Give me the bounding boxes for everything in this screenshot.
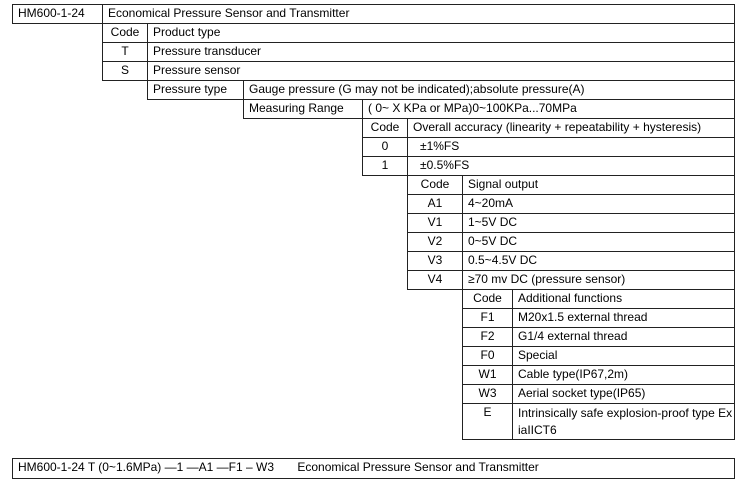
product-code-header: Code <box>102 23 148 43</box>
function-desc-F0: Special <box>512 346 735 366</box>
function-desc-W3: Aerial socket type(IP65) <box>512 384 735 404</box>
accuracy-code-0: 0 <box>362 137 408 157</box>
function-code-F1: F1 <box>462 308 513 328</box>
product-type-header: Product type <box>147 23 735 43</box>
signal-desc-V4: ≥70 mv DC (pressure sensor) <box>462 270 735 290</box>
function-desc-W1: Cable type(IP67,2m) <box>512 365 735 385</box>
function-desc-E: Intrinsically safe explosion-proof type Ex iaIICT6 <box>512 403 735 440</box>
signal-code-header: Code <box>407 175 463 195</box>
header-title-cell: Economical Pressure Sensor and Transmitter <box>102 4 735 24</box>
product-desc-T: Pressure transducer <box>147 42 735 62</box>
model-cell: HM600-1-24 <box>12 4 103 24</box>
signal-code-V4: V4 <box>407 270 463 290</box>
example-title: Economical Pressure Sensor and Transmitter <box>297 460 539 474</box>
signal-desc-V2: 0~5V DC <box>462 232 735 252</box>
function-code-F0: F0 <box>462 346 513 366</box>
product-desc-S: Pressure sensor <box>147 61 735 81</box>
measuring-range-label: Measuring Range <box>243 99 363 119</box>
accuracy-code-header: Code <box>362 118 408 138</box>
example-order-row <box>12 458 735 479</box>
function-code-header: Code <box>462 289 513 309</box>
function-code-F2: F2 <box>462 327 513 347</box>
accuracy-header: Overall accuracy (linearity + repeatability + hysteresis) <box>407 118 735 138</box>
signal-desc-A1: 4~20mA <box>462 194 735 214</box>
signal-desc-V1: 1~5V DC <box>462 213 735 233</box>
signal-code-V3: V3 <box>407 251 463 271</box>
product-code-S: S <box>102 61 148 81</box>
product-code-T: T <box>102 42 148 62</box>
signal-header: Signal output <box>462 175 735 195</box>
function-code-W3: W3 <box>462 384 513 404</box>
function-desc-F2: G1/4 external thread <box>512 327 735 347</box>
pressure-type-label: Pressure type <box>147 80 244 100</box>
measuring-range-desc: ( 0~ X KPa or MPa)0~100KPa...70MPa <box>362 99 735 119</box>
function-code-W1: W1 <box>462 365 513 385</box>
signal-code-V1: V1 <box>407 213 463 233</box>
accuracy-desc-1: ±0.5%FS <box>407 156 735 176</box>
example-code: HM600-1-24 T (0~1.6MPa) —1 —A1 —F1 – W3 <box>18 460 274 474</box>
signal-code-A1: A1 <box>407 194 463 214</box>
accuracy-code-1: 1 <box>362 156 408 176</box>
pressure-type-desc: Gauge pressure (G may not be indicated);absolute pressure(A) <box>243 80 735 100</box>
function-header: Additional functions <box>512 289 735 309</box>
signal-desc-V3: 0.5~4.5V DC <box>462 251 735 271</box>
function-desc-F1: M20x1.5 external thread <box>512 308 735 328</box>
function-code-E: E <box>462 403 513 440</box>
signal-code-V2: V2 <box>407 232 463 252</box>
accuracy-desc-0: ±1%FS <box>407 137 735 157</box>
